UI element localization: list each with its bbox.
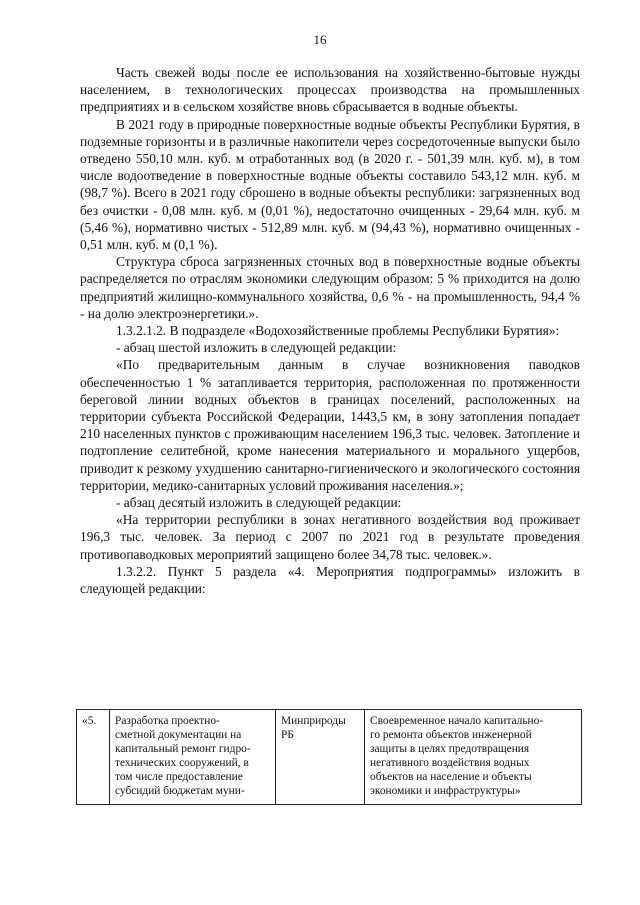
- measures-table-wrapper: [76, 709, 582, 805]
- paragraph-discharge-structure: Структура сброса загрязненных сточных вод в поверхностные водные объекты распределяется по отраслям экономики следующим образом: 5 % приходится на долю предприятий жилищно-коммунального хозяйства, 0,6 % - на промышленность, 94,4 % - на долю электроэнергетики.».: [80, 254, 580, 321]
- paragraph-amendment-1-3-2-1-2: 1.3.2.1.2. В подразделе «Водохозяйственные проблемы Республики Бурятия»:: [116, 323, 560, 339]
- paragraph-flood-quote: «По предварительным данным в случае возникновения паводков обеспеченностью 1 % затапливается территория, расположенная по протяженности береговой линии водных объектов в границах поселений, расположенных на территории субъекта Российской Федерации, 1443,5 км, в зону затопления попадает 210 населенных пунктов с проживающим населением 196,3 тыс. человек. Затопление и подтопление селитебной, кроме нанесения материального и морального ущербов, приводит к резкому ухудшению санитарно-гигиенического и экологического состояния территории, медико-санитарных условий проживания населения.»;: [80, 357, 580, 493]
- expected-result: Своевременное начало капитально- го ремонта объектов инженерной защиты в целях предотвращения негативного воздействия водных объектов на население и объекты экономики и инфраструктуры»: [370, 715, 544, 797]
- paragraph-fresh-water: Часть свежей воды после ее использования на хозяйственно-бытовые нужды населением, в технологических процессах производства на промышленных предприятиях и в сельском хозяйстве вновь сбрасывается в водные объекты.: [80, 65, 580, 115]
- row-number: «5.: [82, 715, 97, 727]
- paragraph-discharge-2021: В 2021 году в природные поверхностные водные объекты Республики Бурятия, в подземные горизонты и в различные накопители через сосредоточенные выпуски было отведено 550,10 млн. куб. м отработанных вод (в 2020 г. - 501,39 млн. куб. м), в том числе водоотведение в поверхностные водные объекты составило 543,12 млн. куб. м (98,7 %). Всего в 2021 году сброшено в водные объекты республики: загрязненных вод без очистки - 0,08 млн. куб. м (0,01 %), недостаточно очищенных - 29,64 млн. куб. м (5,46 %), нормативно чистых - 512,89 млн. куб. м (94,43 %), нормативно очищенных - 0,51 млн. куб. м (0,1 %).: [80, 116, 580, 253]
- row-number-cell: [77, 710, 110, 805]
- paragraph-tenth-indent: - абзац десятый изложить в следующей редакции:: [116, 495, 402, 511]
- page-number: 16: [313, 32, 327, 47]
- expected-result-cell: [365, 710, 582, 805]
- paragraph-negative-impact-quote: «На территории республики в зонах негативного воздействия вод проживает 196,3 тыс. человек. За период с 2007 по 2021 год в результате проведения противопаводковых мероприятий защищено более 34,78 тыс. человек.».: [80, 512, 580, 562]
- paragraph-amendment-1-3-2-2: 1.3.2.2. Пункт 5 раздела «4. Мероприятия подпрограммы» изложить в следующей редакции:: [80, 563, 580, 597]
- executor: Минприроды РБ: [281, 715, 346, 741]
- table-row: [77, 710, 582, 805]
- paragraph-sixth-indent: - абзац шестой изложить в следующей редакции:: [116, 340, 397, 356]
- document-body: [80, 64, 580, 597]
- executor-cell: [276, 710, 365, 805]
- measures-table: [76, 709, 582, 805]
- measure-name-cell: [110, 710, 276, 805]
- measure-name: Разработка проектно- сметной документации на капитальный ремонт гидро- технических сооружений, в том числе предоставление субсидий бюджетам муни-: [115, 715, 251, 797]
